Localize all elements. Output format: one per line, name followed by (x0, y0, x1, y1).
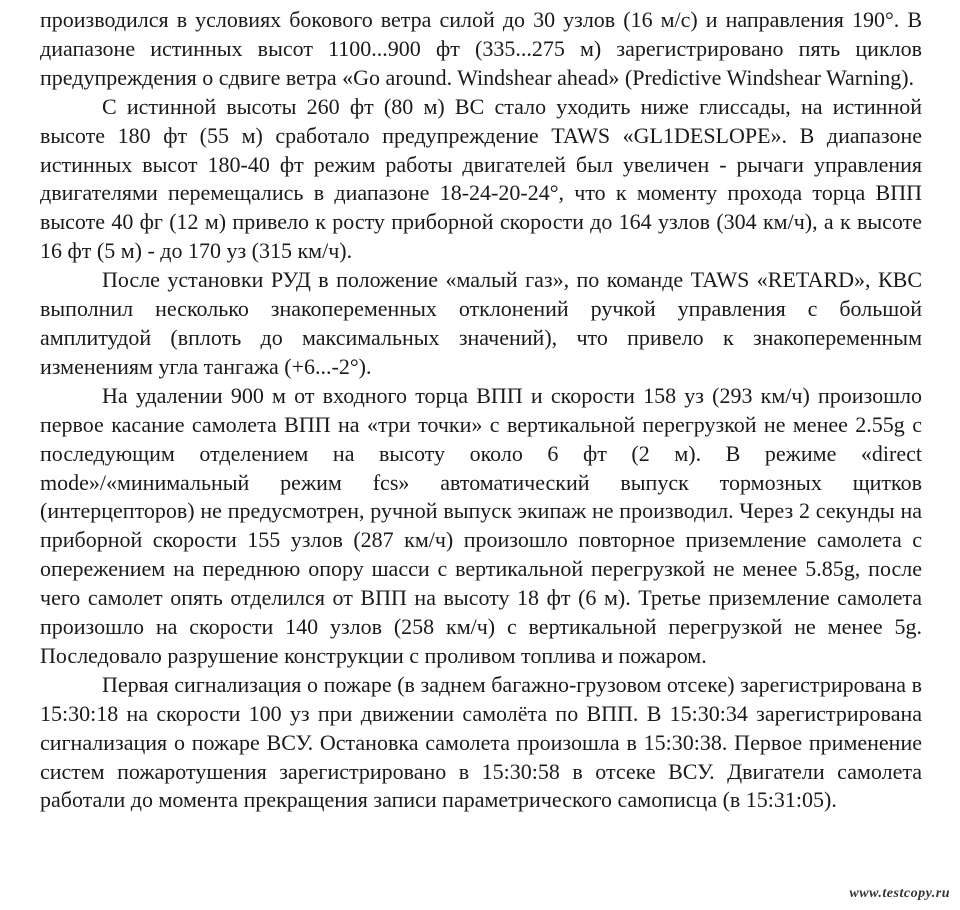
paragraph-1: производился в условиях бокового ветра силой до 30 узлов (16 м/с) и направления 190°. В диапазоне истинных высот 1100...900 фт (335...275 м) зарегистрировано пять циклов предупреждения о сдвиге ветра «Go around. Windshear ahead» (Predictive Windshear Warning). (40, 7, 922, 90)
paragraph-3: После установки РУД в положение «малый газ», по команде TAWS «RETARD», КВС выполнил несколько знакопеременных отклонений ручкой управления с большой амплитудой (вплоть до максимальных значений), что привело к знакопеременным изменениям угла тангажа (+6...-2°). (40, 267, 922, 379)
paragraph-4: На удалении 900 м от входного торца ВПП и скорости 158 уз (293 км/ч) произошло первое касание самолета ВПП на «три точки» с вертикальной перегрузкой не менее 2.55g с последующим отделением на высоту около 6 фт (2 м). В режиме «direct mode»/«минимальный режим fcs» автоматический выпуск тормозных щитков (интерцепторов) не предусмотрен, ручной выпуск экипаж не производил. Через 2 секунды на приборной скорости 155 узлов (287 км/ч) произошло повторное приземление самолета с опережением на переднюю опору шасси с вертикальной перегрузкой не менее 5.85g, после чего самолет опять отделился от ВПП на высоту 18 фт (6 м). Третье приземление самолета произошло на скорости 140 узлов (258 км/ч) с вертикальной перегрузкой не менее 5g. Последовало разрушение конструкции с проливом топлива и пожаром. (40, 382, 922, 668)
watermark: www.testcopy.ru (849, 886, 950, 901)
paragraph-5: Первая сигнализация о пожаре (в заднем багажно-грузовом отсеке) зарегистрирована в 15:30:18 на скорости 100 уз при движении самолёта по ВПП. В 15:30:34 зарегистрирована сигнализация о пожаре ВСУ. Остановка самолета произошла в 15:30:38. Первое применение систем пожаротушения зарегистрировано в 15:30:58 в отсеке ВСУ. Двигатели самолета работали до момента прекращения записи параметрического самописца (в 15:31:05). (40, 671, 922, 813)
document-page (40, 6, 922, 815)
paragraph-2: С истинной высоты 260 фт (80 м) ВС стало уходить ниже глиссады, на истинной высоте 180 фт (55 м) сработало предупреждение TAWS «GL1DESLOPE». В диапазоне истинных высот 180-40 фт режим работы двигателей был увеличен - рычаги управления двигателями перемещались в диапазоне 18-24-20-24°, что к моменту прохода торца ВПП высоте 40 фг (12 м) привело к росту приборной скорости до 164 узлов (304 км/ч), а к высоте 16 фт (5 м) - до 170 уз (315 км/ч). (40, 93, 922, 264)
